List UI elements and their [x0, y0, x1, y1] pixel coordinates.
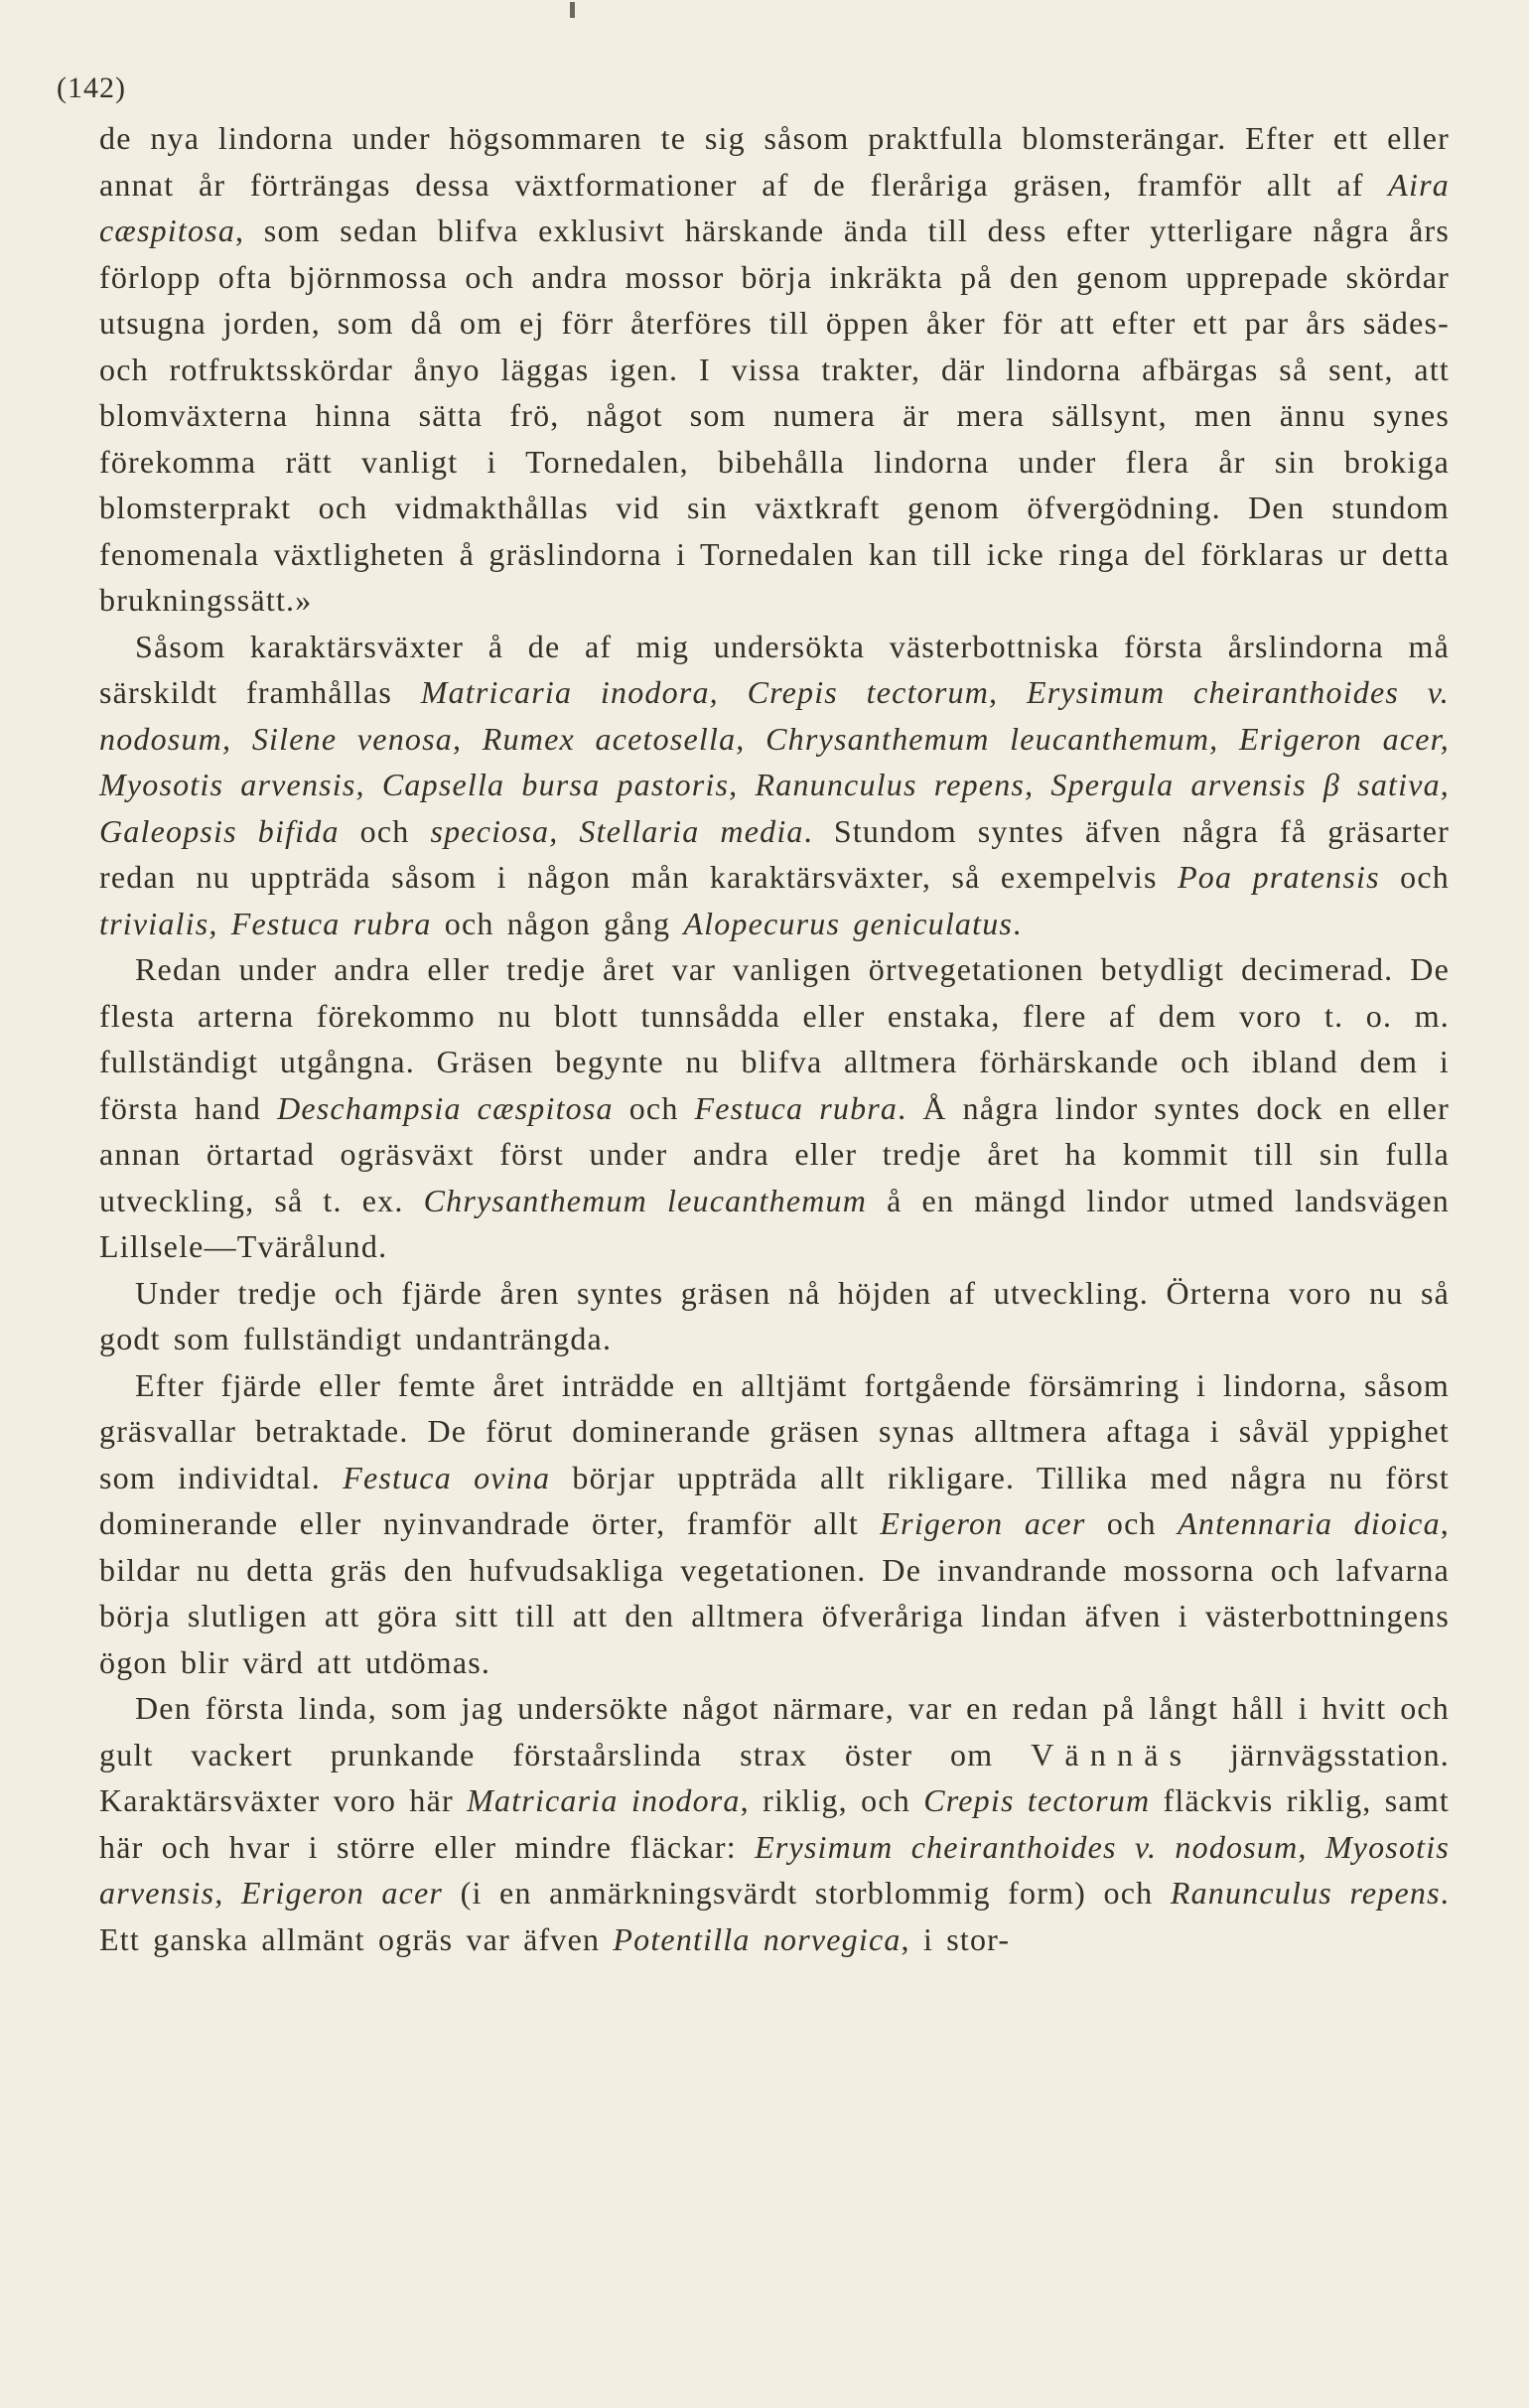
text-run: Den första linda, som jag undersökte något närmare, var en redan på långt håll i hvitt och gult vackert prunkande förstaårslinda strax öster om	[99, 1690, 1450, 1772]
species-name: Festuca ovina	[343, 1459, 551, 1495]
page-number: (142)	[57, 71, 126, 104]
species-name: Erysimum cheiranthoides v. nodosum, Myosotis arvensis, Erigeron acer	[99, 1828, 1450, 1911]
text-run: , riklig, och	[740, 1782, 924, 1818]
species-name: Matricaria inodora	[467, 1782, 741, 1818]
text-run: .	[1013, 905, 1023, 941]
paragraph	[99, 115, 1450, 624]
text-run: och någon gång	[431, 905, 684, 941]
text-run: Under tredje och fjärde åren syntes gräsen nå höjden af utveckling. Örterna voro nu så godt som fullständigt undanträngda.	[99, 1274, 1450, 1356]
species-name: Potentilla norvegica	[613, 1920, 902, 1957]
text-run: . Å några lindor syntes dock en eller annan örtartad ogräsväxt först under andra eller tredje året ha kommit till sin fulla utveckling, så t. ex.	[99, 1089, 1450, 1218]
text-run: Redan under andra eller tredje året var vanligen örtvegetationen betydligt decimerad. De flesta arterna förekommo nu blott tunnsådda eller enstaka, flere af dem voro t. o. m. fullständigt utgångna. Gräsen begynte nu blifva alltmera förhärskande och ibland dem i första hand	[99, 951, 1450, 1126]
text-run: och	[339, 812, 431, 849]
species-name: Antennaria dioica	[1178, 1505, 1441, 1541]
text-run: järnvägsstation. Karaktärsväxter voro här	[99, 1736, 1450, 1818]
paragraph	[99, 1685, 1450, 1962]
body-text	[99, 115, 1450, 1962]
text-run: . Ett ganska allmänt ogräs var äfven	[99, 1875, 1450, 1957]
species-name: Matricaria inodora, Crepis tectorum, Erysimum cheiranthoides v. nodosum, Silene venosa, Rumex acetosella, Chrysanthemum leucanthemum, Erigeron acer, Myosotis arvensis, Capsella bursa pastoris, Ranunculus repens, Spergula arvensis β sativa, Galeopsis bifida	[99, 674, 1450, 849]
text-run: de nya lindorna under högsommaren te sig såsom praktfulla blomsterängar. Efter ett eller annat år förträngas dessa växtformationer af de fleråriga gräsen, framför allt af	[99, 120, 1450, 203]
species-name: Crepis tectorum	[923, 1782, 1151, 1818]
text-run: , bildar nu detta gräs den hufvudsakliga vegetationen. De invandrande mossorna och lafvarna börja slutligen att göra sitt till att den alltmera öfveråriga lindan äfven i västerbottningens ögon blir värd att utdömas.	[99, 1505, 1450, 1680]
species-name: Erigeron acer	[880, 1505, 1086, 1541]
species-name: Chrysanthemum leucanthemum	[423, 1182, 868, 1218]
species-name: Aira cæspitosa	[99, 166, 1450, 248]
text-run: Såsom karaktärsväxter å de af mig undersökta västerbottniska första årslindorna må särskildt framhållas	[99, 628, 1450, 710]
species-name: Alopecurus geniculatus	[683, 905, 1014, 941]
species-name: Deschampsia cæspitosa	[277, 1089, 614, 1126]
species-name: Ranunculus repens	[1170, 1875, 1441, 1911]
text-run: fläckvis riklig, samt här och hvar i större eller mindre fläckar:	[99, 1782, 1451, 1865]
paragraph	[99, 946, 1450, 1270]
paragraph	[99, 624, 1450, 947]
text-run: , i stor-	[901, 1920, 1011, 1957]
species-name: trivialis, Festuca rubra	[99, 905, 432, 941]
spaced-place-name: Vännäs	[1031, 1736, 1193, 1772]
species-name: Festuca rubra	[694, 1089, 899, 1126]
species-name: speciosa, Stellaria media	[430, 812, 804, 849]
paragraph	[99, 1270, 1450, 1362]
text-run: Efter fjärde eller femte året inträdde en alltjämt fortgående försämring i lindorna, såsom gräsvallar betraktade. De förut dominerande gräsen synas alltmera aftaga i såväl yppighet som individtal.	[99, 1366, 1450, 1495]
species-name: Poa pratensis	[1178, 859, 1380, 895]
text-run: börjar uppträda allt rikligare. Tillika med några nu först dominerande eller nyinvandrade örter, framför allt	[99, 1459, 1451, 1541]
text-run: , som sedan blifva exklusivt härskande ända till dess efter ytterligare några års förlopp ofta björnmossa och andra mossor börja inkräkta på den genom upprepade skördar utsugna jorden, som då om ej förr återföres till öppen åker för att efter ett par års sädes- och rotfruktsskördar ånyo läggas igen. I vissa trakter, där lindorna afbärgas så sent, att blomväxterna hinna sätta frö, något som numera är mera sällsynt, men ännu synes förekomma rätt vanligt i Tornedalen, bibehålla lindorna under flera år sin brokiga blomsterprakt och vidmakthållas vid sin växtkraft genom öfvergödning. Den stundom fenomenala växtligheten å gräslindorna i Tornedalen kan till icke ringa del förklaras ur detta brukningssätt.»	[99, 212, 1450, 618]
text-run: och	[613, 1089, 695, 1126]
scan-artifact	[570, 2, 575, 18]
text-run: . Stundom syntes äfven några få gräsarter redan nu uppträda såsom i någon mån karaktärsväxter, så exempelvis	[99, 812, 1451, 895]
text-run: och	[1379, 859, 1450, 895]
text-run: å en mängd lindor utmed landsvägen Lillsele—Tvärålund.	[99, 1182, 1451, 1264]
paragraph	[99, 1362, 1450, 1686]
text-run: och	[1085, 1505, 1179, 1541]
text-run: (i en anmärkningsvärdt storblommig form) och	[443, 1875, 1171, 1911]
